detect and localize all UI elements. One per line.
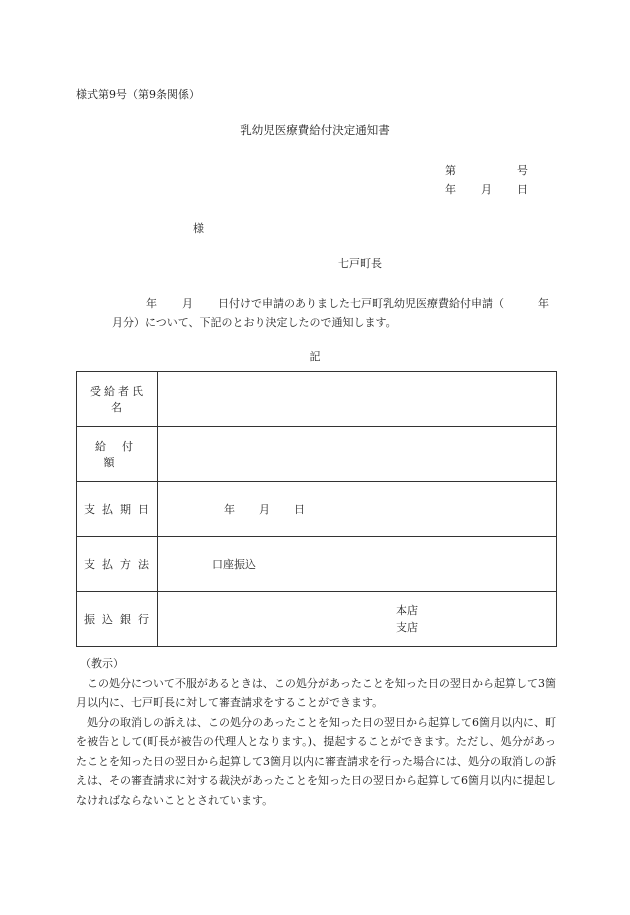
label-payment-method: 支払方法 <box>77 537 158 592</box>
body-year-2: 年 <box>538 297 549 310</box>
label-benefit-amount: 給付額 <box>77 427 158 482</box>
label-recipient-name <box>77 372 158 427</box>
value-transfer-bank <box>158 592 557 647</box>
issuer-name: 七戸町長 <box>338 257 382 270</box>
table-row <box>77 537 557 592</box>
payment-day: 日 <box>294 503 305 516</box>
value-recipient-name <box>158 372 557 427</box>
value-benefit-amount <box>158 427 557 482</box>
notes-heading: （教示） <box>80 657 124 670</box>
date-month: 月 <box>481 183 492 196</box>
table-row <box>77 372 557 427</box>
payment-month: 月 <box>259 503 270 516</box>
branch-label: 支店 <box>396 621 418 634</box>
number-go: 号 <box>517 164 528 177</box>
body-year: 年 <box>146 297 157 310</box>
date-day: 日 <box>517 183 528 196</box>
label-payment-date: 支払期日 <box>77 482 158 537</box>
table-row <box>77 427 557 482</box>
main-branch-label: 本店 <box>396 604 418 617</box>
notes-paragraph-2: 処分の取消しの訴えは、この処分のあったことを知った日の翌日から起算して6箇月以内に、町を被告として(町長が被告の代理人となります。)、提起することができます。ただし、処分があったことを知った日の翌日から起算して3箇月以内に審査請求を行った場合には、処分の取消しの訴えは、その審査請求に対する裁決があったことを知った日の翌日から起算して6箇月以内に提起しなければならないこととされています。 <box>76 715 556 807</box>
label-transfer-bank: 振込銀行 <box>77 592 158 647</box>
value-payment-method <box>158 537 557 592</box>
body-month: 月 <box>182 297 193 310</box>
table-row <box>77 592 557 647</box>
date-year: 年 <box>445 183 456 196</box>
addressee-suffix: 様 <box>193 222 204 235</box>
payment-method-text: 口座振込 <box>212 558 256 571</box>
body-text-2: 月分）について、下記のとおり決定したので通知します。 <box>112 316 397 329</box>
table-row <box>77 482 557 537</box>
label-text: 受給者氏名 <box>90 385 146 414</box>
payment-year: 年 <box>224 503 235 516</box>
decision-table <box>76 371 557 647</box>
bank-branch-lines <box>396 602 418 636</box>
notes-paragraph-1: この処分について不服があるときは、この処分があったことを知った日の翌日から起算して3箇月以内に、七戸町長に対して審査請求をすることができます。 <box>76 676 556 709</box>
document-title: 乳幼児医療費給付決定通知書 <box>240 123 390 137</box>
form-number: 様式第9号（第9条関係） <box>76 88 200 101</box>
value-payment-date <box>158 482 557 537</box>
instruction-notes <box>76 654 556 810</box>
number-dai: 第 <box>445 164 456 177</box>
body-text-1: 日付けで申請のありました七戸町乳幼児医療費給付申請（ <box>218 297 504 310</box>
ki-heading: 記 <box>309 350 321 363</box>
